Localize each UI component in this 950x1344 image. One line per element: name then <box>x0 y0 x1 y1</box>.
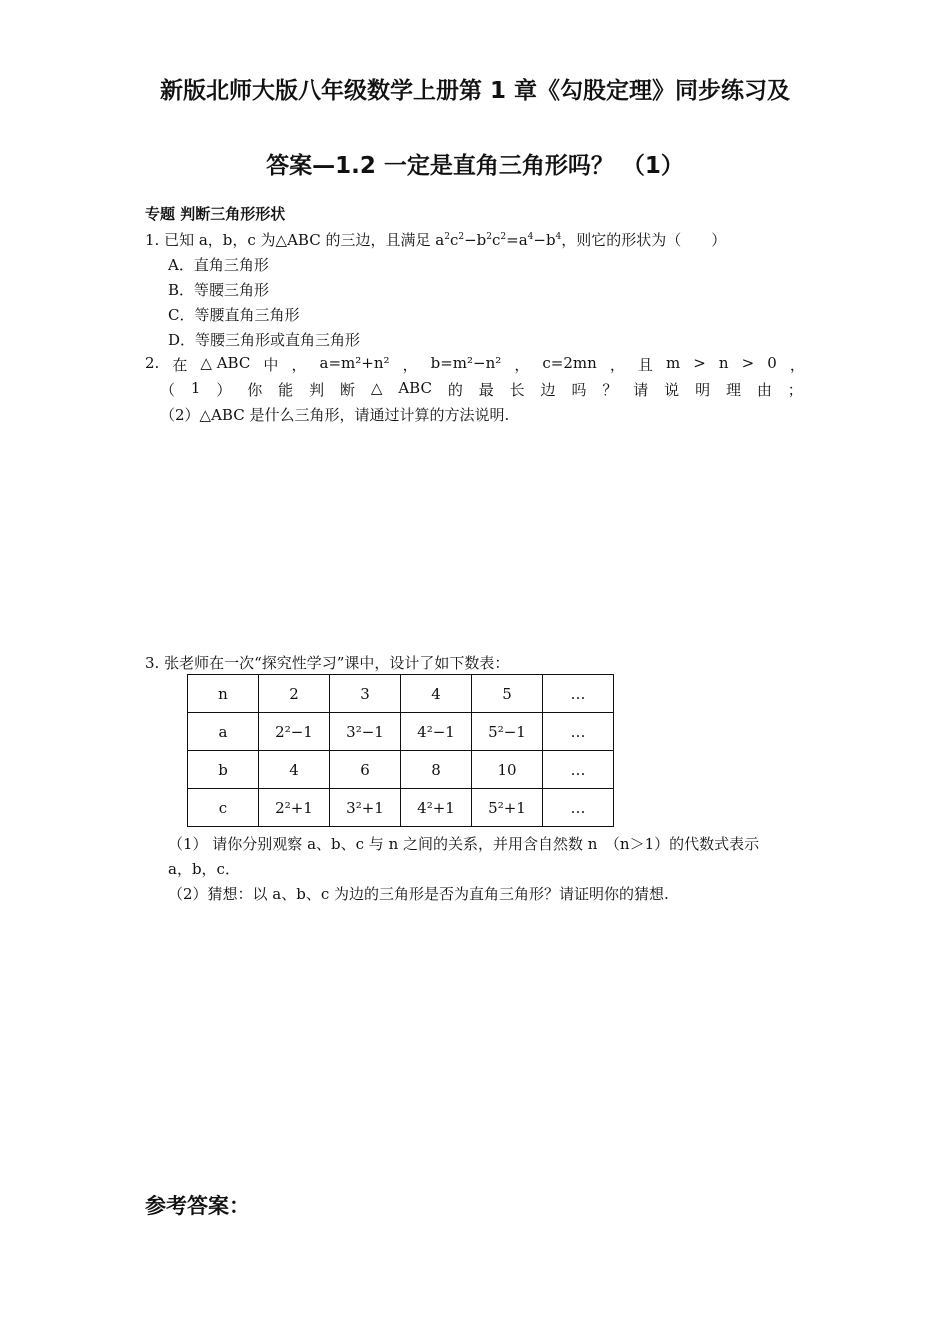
table-cell: 6 <box>330 751 401 789</box>
q2-token: m <box>665 354 681 372</box>
q2-token: ， <box>514 356 530 374</box>
q2-token: 能 <box>278 381 294 399</box>
q1-option-c: C．等腰直角三角形 <box>168 306 300 324</box>
title-line-2: 答案—1.2 一定是直角三角形吗？ （1） <box>266 153 684 179</box>
q1-part: −b <box>533 231 556 249</box>
q2-token: > <box>741 354 755 372</box>
title-line-1: 新版北师大版八年级数学上册第 1 章《勾股定理》同步练习及 <box>159 78 791 104</box>
q2-token: ， <box>609 356 625 374</box>
q2-token: △ ABC <box>200 354 251 372</box>
q2-token: 说 <box>664 381 680 399</box>
q1-option-a: A．直角三角形 <box>168 256 269 274</box>
table-cell: 2²+1 <box>259 789 330 827</box>
q2-token: 长 <box>509 381 525 399</box>
q1-prefix: 1. 已知 a，b，c 为△ABC 的三边，且满足 a <box>145 231 445 249</box>
q3-table-wrapper <box>187 674 614 827</box>
table-cell: n <box>188 675 259 713</box>
table-cell: … <box>543 713 614 751</box>
q2-part-2: （2）△ABC 是什么三角形，请通过计算的方法说明. <box>160 406 510 424</box>
q2-token: 理 <box>725 381 741 399</box>
table-cell: 3²+1 <box>330 789 401 827</box>
q2-token: 的 <box>447 381 463 399</box>
q2-token: 明 <box>695 381 711 399</box>
table-cell: 5²−1 <box>472 713 543 751</box>
table-cell: 5 <box>472 675 543 713</box>
q2-token: a=m²+n² <box>319 354 390 372</box>
q1-option-d: D．等腰三角形或直角三角形 <box>168 331 361 349</box>
table-cell: c <box>188 789 259 827</box>
answer-heading: 参考答案： <box>145 1194 250 1218</box>
table-cell: 4 <box>259 751 330 789</box>
table-row <box>188 751 614 789</box>
q2-token: 中 <box>263 356 279 374</box>
q3-part-2: （2）猜想：以 a、b、c 为边的三角形是否为直角三角形？请证明你的猜想. <box>168 885 669 903</box>
table-row <box>188 713 614 751</box>
q2-token: ， <box>291 356 307 374</box>
q1-sup: 4 <box>555 232 562 242</box>
table-cell: 3²−1 <box>330 713 401 751</box>
q2-part-1 <box>160 379 803 400</box>
q1-part: c <box>449 231 459 249</box>
table-cell: 4²+1 <box>401 789 472 827</box>
section-heading: 专题 判断三角形形状 <box>145 205 286 223</box>
q3-part-1: （1） 请你分别观察 a、b、c 与 n 之间的关系，并用含自然数 n （n＞1）的代数式表示 <box>168 835 760 853</box>
q1-option-b: B．等腰三角形 <box>168 281 270 299</box>
q2-token: ） <box>216 381 232 399</box>
q2-token: b=m²−n² <box>430 354 502 372</box>
q3-part-1-cont: a，b，c． <box>168 860 240 878</box>
q2-token: 在 <box>172 356 188 374</box>
q2-token: 断 <box>339 381 355 399</box>
q3-table <box>187 674 614 827</box>
table-cell: 4²−1 <box>401 713 472 751</box>
q1-sup: 2 <box>444 232 450 242</box>
q2-token: 最 <box>478 381 494 399</box>
q2-token: 请 <box>633 381 649 399</box>
q2-token: 边 <box>540 381 556 399</box>
q1-suffix: ，则它的形状为（ ） <box>561 231 727 249</box>
q1-sup: 2 <box>486 232 492 242</box>
table-row <box>188 675 614 713</box>
table-cell: b <box>188 751 259 789</box>
q3-intro: 3. 张老师在一次“探究性学习”课中，设计了如下数表： <box>145 654 510 672</box>
table-cell: 8 <box>401 751 472 789</box>
q1-sup: 4 <box>527 232 534 242</box>
q2-token: 且 <box>637 356 653 374</box>
q2-stem <box>145 354 805 375</box>
table-cell: 2 <box>259 675 330 713</box>
q1-part: =a <box>506 231 528 249</box>
table-cell: a <box>188 713 259 751</box>
q2-token: 你 <box>247 381 263 399</box>
q2-token: > <box>693 354 706 372</box>
q2-token: 吗 <box>571 381 587 399</box>
table-cell: 10 <box>472 751 543 789</box>
q2-token: ， <box>402 356 418 374</box>
q2-token: 1 <box>190 379 201 397</box>
q2-token: ABC <box>398 379 432 397</box>
q2-token: 2. <box>145 354 160 372</box>
q1-part: c <box>491 231 501 249</box>
q2-token: ？ <box>602 381 618 399</box>
table-row <box>188 789 614 827</box>
q1-sup: 2 <box>458 232 465 242</box>
table-cell: 2²−1 <box>259 713 330 751</box>
table-cell: 5²+1 <box>472 789 543 827</box>
q2-token: 由 <box>756 381 772 399</box>
table-cell: … <box>543 751 614 789</box>
q2-token: ； <box>787 381 803 399</box>
q1-stem <box>145 229 726 250</box>
q1-sup: 2 <box>500 232 507 242</box>
q2-token: 0 <box>767 354 777 372</box>
table-cell: … <box>543 675 614 713</box>
q1-part: −b <box>464 231 487 249</box>
q2-token: n <box>718 354 729 372</box>
q2-token: 判 <box>309 381 325 399</box>
table-cell: 4 <box>401 675 472 713</box>
table-cell: … <box>543 789 614 827</box>
q2-token: （ <box>160 381 176 399</box>
q2-token: △ <box>370 379 383 397</box>
q2-token: c=2mn <box>542 354 597 372</box>
q2-token: ， <box>789 356 805 374</box>
table-cell: 3 <box>330 675 401 713</box>
